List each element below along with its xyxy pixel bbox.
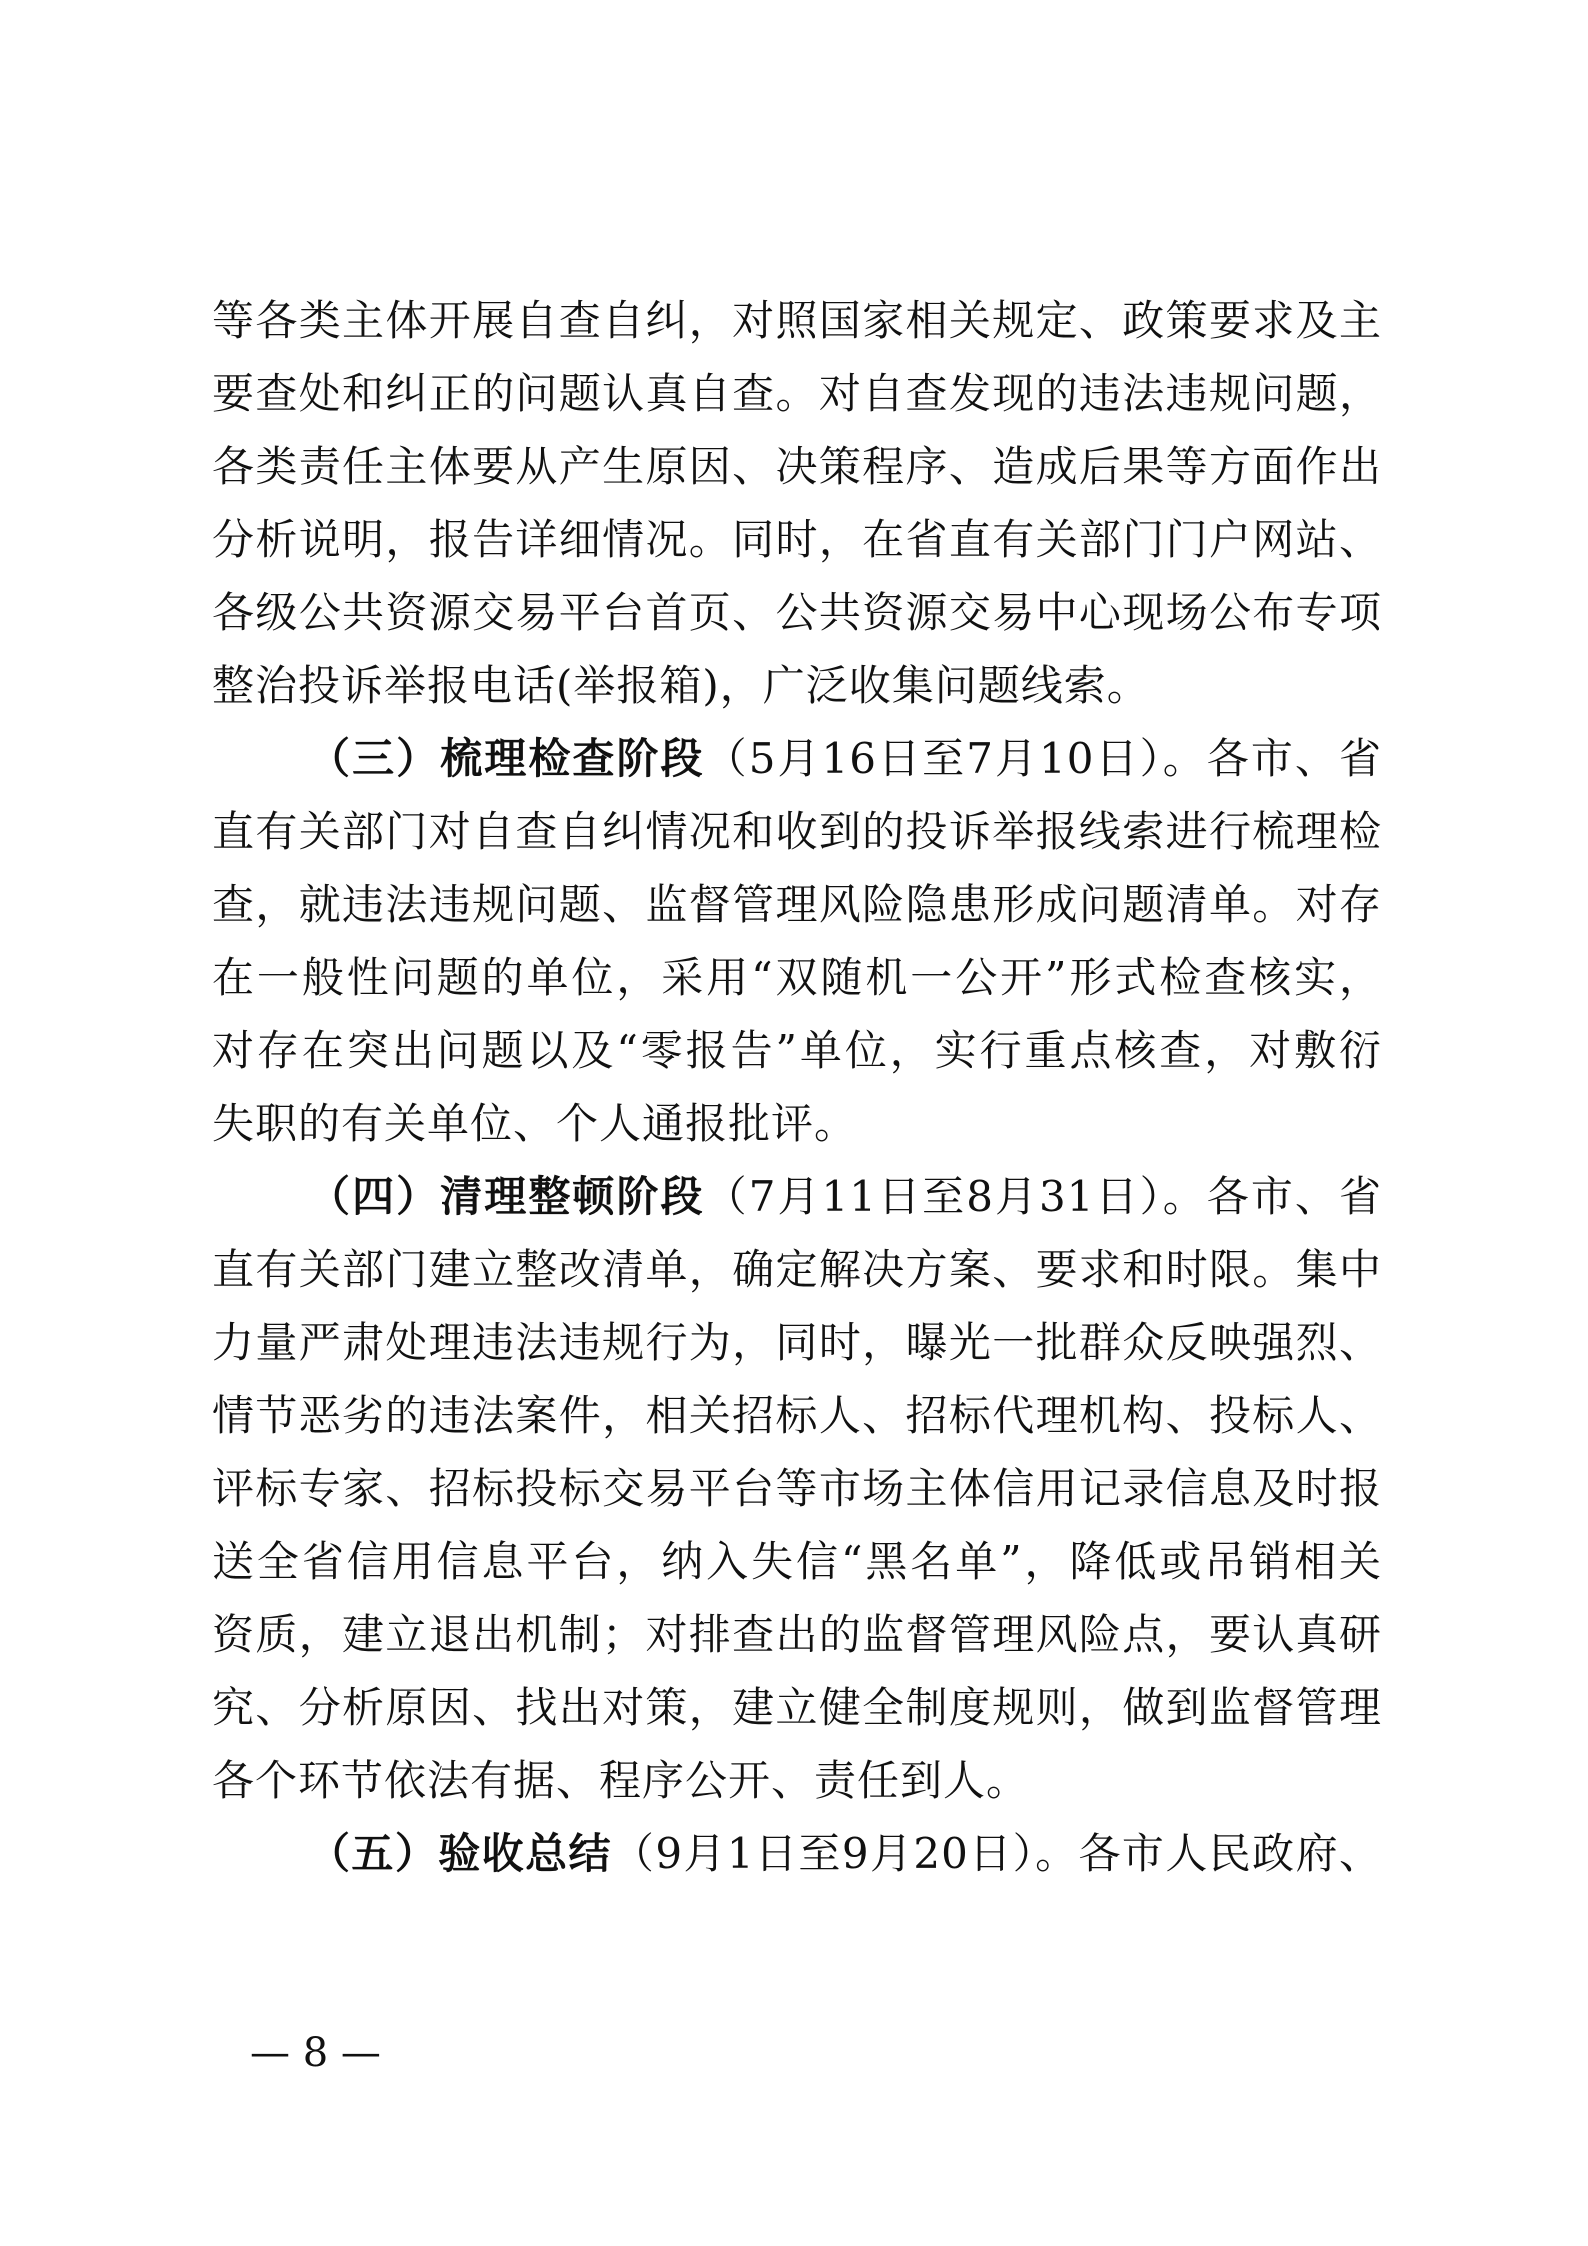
paragraph-line: 要查处和纠正的问题认真自查。对自查发现的违法违规问题， (212, 369, 1382, 418)
section-5-first-line (212, 1817, 1382, 1890)
paragraph-line: 各个环节依法有据、程序公开、责任到人。 (212, 1756, 1030, 1805)
section-3-first-line (212, 722, 1382, 795)
paragraph-line: 各级公共资源交易平台首页、公共资源交易中心现场公布专项 (212, 588, 1382, 637)
paragraph-line: 查，就违法违规问题、监督管理风险隐患形成问题清单。对存 (212, 880, 1382, 929)
section-heading: （四）清理整顿阶段 (308, 1172, 705, 1221)
paragraph-line: 等各类主体开展自查自纠，对照国家相关规定、政策要求及主 (212, 296, 1382, 345)
section-heading: （三）梳理检查阶段 (308, 734, 705, 783)
section-date-range: （9月1日至9月20日）。各市人民政府、 (611, 1829, 1382, 1878)
paragraph-line: 送全省信用信息平台，纳入失信“黑名单”，降低或吊销相关 (212, 1537, 1382, 1586)
paragraph-line: 情节恶劣的违法案件，相关招标人、招标代理机构、投标人、 (212, 1391, 1382, 1440)
paragraph-line: 分析说明，报告详细情况。同时，在省直有关部门门户网站、 (212, 515, 1382, 564)
paragraph-line: 各类责任主体要从产生原因、决策程序、造成后果等方面作出 (212, 442, 1382, 491)
paragraph-line: 评标专家、招标投标交易平台等市场主体信用记录信息及时报 (212, 1464, 1382, 1513)
paragraph-line: 力量严肃处理违法违规行为，同时，曝光一批群众反映强烈、 (212, 1318, 1382, 1367)
paragraph-line: 资质，建立退出机制；对排查出的监督管理风险点，要认真研 (212, 1610, 1382, 1659)
paragraph-line: 在一般性问题的单位，采用“双随机一公开”形式检查核实， (212, 953, 1382, 1002)
section-4-first-line (212, 1160, 1382, 1233)
page-number: — 8 — (250, 2030, 381, 2076)
paragraph-line: 整治投诉举报电话(举报箱)，广泛收集问题线索。 (212, 661, 1150, 710)
section-date-range: （5月16日至7月10日）。各市、省 (704, 734, 1382, 783)
paragraph-line: 对存在突出问题以及“零报告”单位，实行重点核查，对敷衍 (212, 1026, 1382, 1075)
section-heading: （五）验收总结 (308, 1829, 612, 1878)
paragraph-line: 失职的有关单位、个人通报批评。 (212, 1099, 858, 1148)
section-date-range: （7月11日至8月31日）。各市、省 (704, 1172, 1382, 1221)
paragraph-line: 究、分析原因、找出对策，建立健全制度规则，做到监督管理 (212, 1683, 1382, 1732)
paragraph-line: 直有关部门对自查自纠情况和收到的投诉举报线索进行梳理检 (212, 807, 1382, 856)
paragraph-line: 直有关部门建立整改清单，确定解决方案、要求和时限。集中 (212, 1245, 1382, 1294)
body-text (212, 284, 1382, 1890)
